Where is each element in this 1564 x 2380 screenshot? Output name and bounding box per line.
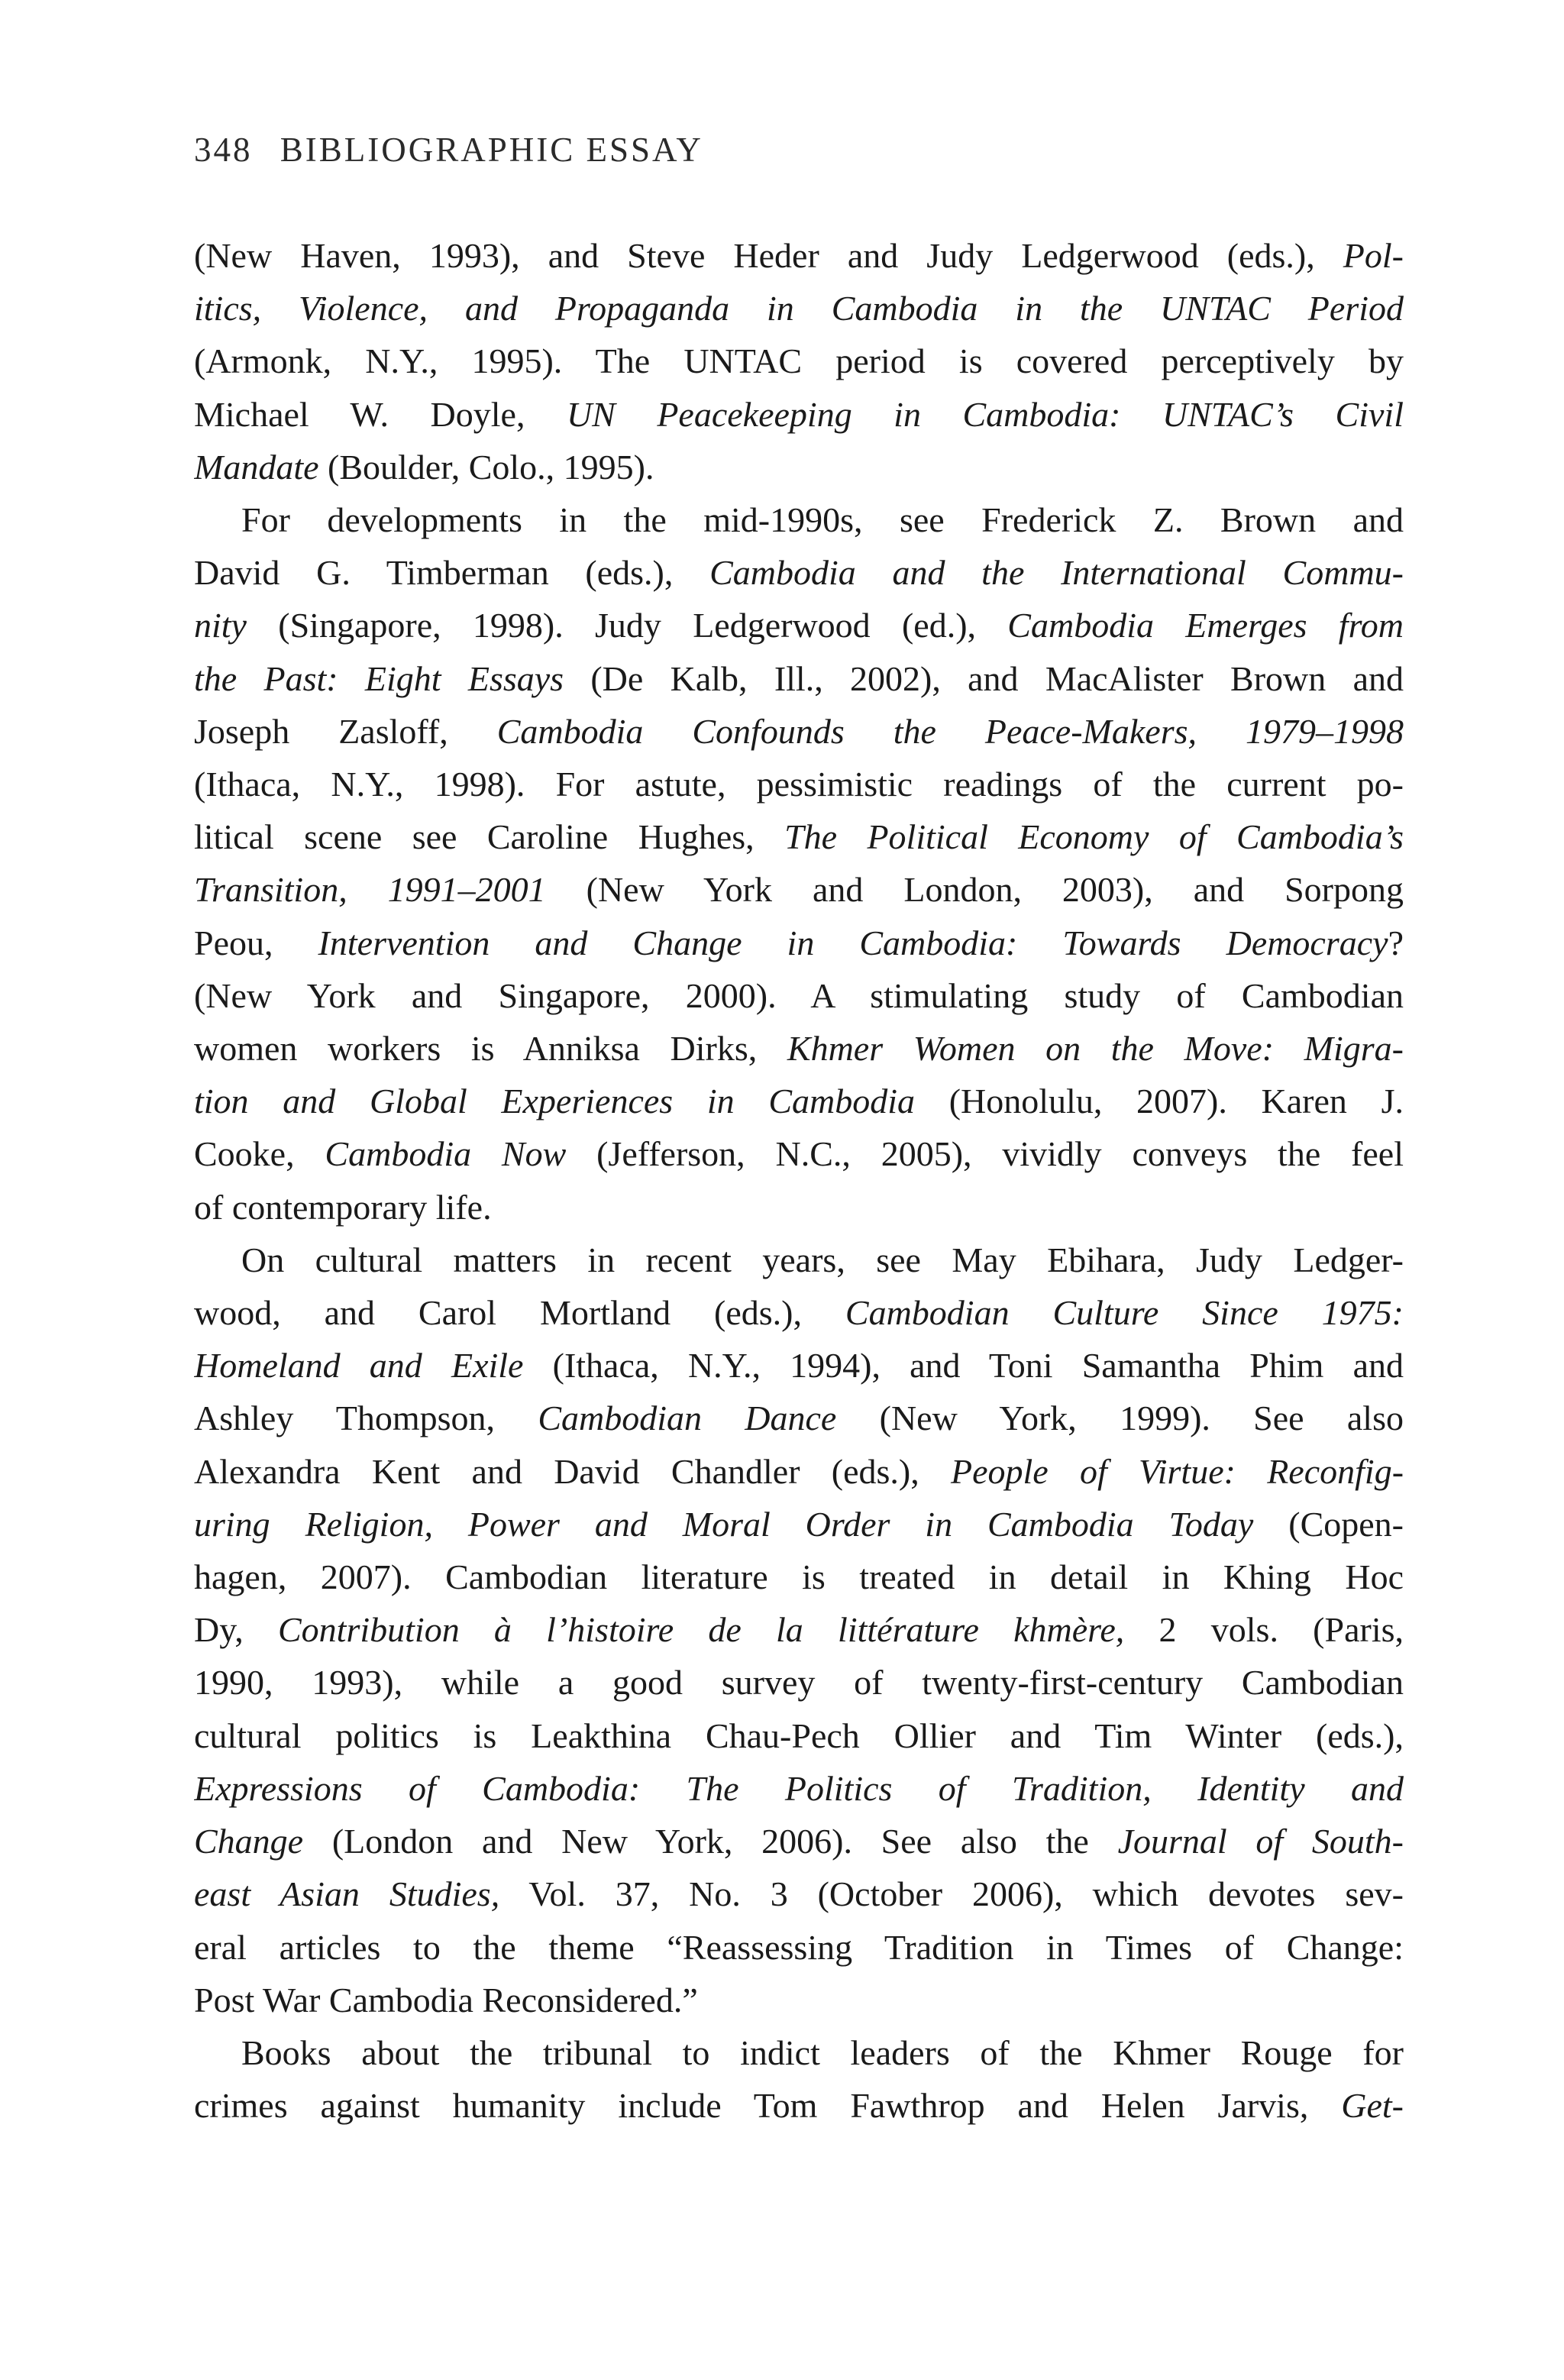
paragraph <box>194 229 1404 493</box>
italic-title: Cambodia and the International Commu- <box>709 553 1404 593</box>
text-run: crimes against humanity include Tom Fawthrop and Helen Jarvis, <box>194 2086 1342 2126</box>
paragraph <box>194 2026 1404 2132</box>
text-line <box>194 652 1404 705</box>
text-line <box>194 546 1404 599</box>
text-line <box>194 863 1404 916</box>
italic-title: Mandate <box>194 447 319 487</box>
italic-title: Expressions of Cambodia: The Politics of Tradition, Identity and <box>194 1768 1404 1808</box>
text-run: Books about the tribunal to indict leaders of the Khmer Rouge for <box>241 2032 1404 2072</box>
text-run: (Copen- <box>1253 1504 1404 1544</box>
text-line <box>194 335 1404 387</box>
body-text <box>194 229 1404 2132</box>
text-run: Joseph Zasloff, <box>194 711 497 751</box>
italic-title: nity <box>194 606 247 645</box>
text-line <box>194 1445 1404 1498</box>
text-run: David G. Timberman (eds.), <box>194 553 710 593</box>
text-run: (De Kalb, Ill., 2002), and MacAlister Brown and <box>564 658 1404 698</box>
page-number: 348 <box>194 131 253 169</box>
text-line <box>194 388 1404 441</box>
text-line <box>194 1867 1404 1920</box>
italic-title: Intervention and Change in Cambodia: Towards Democracy <box>318 923 1388 962</box>
text-line <box>194 758 1404 810</box>
running-head-title: BIBLIOGRAPHIC ESSAY <box>280 131 703 169</box>
text-run: Alexandra Kent and David Chandler (eds.), <box>194 1451 952 1491</box>
text-line <box>194 705 1404 758</box>
text-line <box>194 1551 1404 1603</box>
text-line <box>194 599 1404 652</box>
text-line <box>194 441 1404 493</box>
italic-title: Cambodian Dance <box>538 1399 837 1438</box>
text-run: (New Haven, 1993), and Steve Heder and Judy Ledgerwood (eds.), <box>194 236 1343 275</box>
text-run: (Boulder, Colo., 1995). <box>318 447 654 487</box>
text-line <box>194 1656 1404 1709</box>
text-run: (Ithaca, N.Y., 1994), and Toni Samantha Phim and <box>523 1346 1404 1386</box>
text-line <box>194 1339 1404 1392</box>
text-run: Post War Cambodia Reconsidered.” <box>194 1980 698 2019</box>
text-line <box>194 1075 1404 1127</box>
text-line <box>194 493 1404 546</box>
text-line <box>194 1181 1404 1234</box>
text-line <box>194 1286 1404 1339</box>
italic-title: Transition, 1991–2001 <box>194 870 546 910</box>
text-run: 1990, 1993), while a good survey of twenty-first-century Cambodian <box>194 1663 1404 1703</box>
italic-title: Khmer Women on the Move: Migra- <box>787 1029 1404 1069</box>
italic-title: tion and Global Experiences in Cambodia <box>194 1082 916 1121</box>
text-line <box>194 1762 1404 1815</box>
italic-title: Get- <box>1341 2086 1404 2126</box>
text-run: 2 vols. (Paris, <box>1124 1610 1404 1650</box>
text-line <box>194 1974 1404 2026</box>
text-run: (Singapore, 1998). Judy Ledgerwood (ed.), <box>246 606 1008 645</box>
text-run: wood, and Carol Mortland (eds.), <box>194 1293 845 1333</box>
text-line <box>194 810 1404 863</box>
text-run: Dy, <box>194 1610 278 1650</box>
italic-title: Homeland and Exile <box>194 1346 524 1386</box>
text-line <box>194 969 1404 1022</box>
text-run: (London and New York, 2006). See also the <box>303 1822 1118 1861</box>
italic-title: Journal of South- <box>1117 1822 1404 1861</box>
italic-title: Pol- <box>1343 236 1404 275</box>
text-run: Peou, <box>194 923 318 962</box>
text-run: (Honolulu, 2007). Karen J. <box>915 1082 1404 1121</box>
text-line <box>194 1022 1404 1075</box>
text-run: Michael W. Doyle, <box>194 394 567 434</box>
italic-title: People of Virtue: Reconfig- <box>951 1451 1404 1491</box>
text-line <box>194 1392 1404 1444</box>
italic-title: The Political Economy of Cambodia’s <box>784 817 1404 857</box>
text-run: (New York and Singapore, 2000). A stimulating study of Cambodian <box>194 975 1404 1015</box>
italic-title: east Asian Studies, <box>194 1874 500 1914</box>
text-line <box>194 1603 1404 1656</box>
text-run: On cultural matters in recent years, see May Ebihara, Judy Ledger- <box>241 1240 1404 1279</box>
text-run: For developments in the mid-1990s, see Frederick Z. Brown and <box>241 500 1404 540</box>
italic-title: the Past: Eight Essays <box>194 658 564 698</box>
text-line <box>194 1921 1404 1974</box>
text-line <box>194 917 1404 969</box>
text-run: litical scene see Caroline Hughes, <box>194 817 785 857</box>
text-line <box>194 229 1404 282</box>
text-line <box>194 2079 1404 2132</box>
text-run: Ashley Thompson, <box>194 1399 538 1438</box>
text-line <box>194 1234 1404 1286</box>
text-run: (New York and London, 2003), and Sorpong <box>545 870 1404 910</box>
text-run: of contemporary life. <box>194 1187 492 1227</box>
text-run: (Jefferson, N.C., 2005), vividly conveys the feel <box>566 1134 1404 1174</box>
running-head <box>194 128 703 171</box>
text-run: hagen, 2007). Cambodian literature is treated in detail in Khing Hoc <box>194 1557 1404 1597</box>
text-run: eral articles to the theme “Reassessing Tradition in Times of Change: <box>194 1927 1404 1967</box>
text-line <box>194 1127 1404 1180</box>
text-run: (Armonk, N.Y., 1995). The UNTAC period is covered perceptively by <box>194 341 1404 381</box>
text-run: women workers is Anniksa Dirks, <box>194 1029 787 1069</box>
text-run: (Ithaca, N.Y., 1998). For astute, pessimistic readings of the current po- <box>194 765 1404 804</box>
italic-title: Change <box>194 1822 304 1861</box>
italic-title: Cambodia Emerges from <box>1007 606 1404 645</box>
paragraph <box>194 1234 1404 2026</box>
text-line <box>194 1815 1404 1867</box>
text-run: Vol. 37, No. 3 (October 2006), which devotes sev- <box>499 1874 1404 1914</box>
text-line <box>194 1498 1404 1551</box>
italic-title: Cambodia Now <box>325 1134 567 1174</box>
italic-title: itics, Violence, and Propaganda in Cambodia in the UNTAC Period <box>194 289 1404 328</box>
italic-title: Cambodia Confounds the Peace-Makers, 1979–1998 <box>496 711 1404 751</box>
text-line <box>194 2026 1404 2079</box>
paragraph <box>194 493 1404 1234</box>
italic-title: Contribution à l’histoire de la littérature khmère, <box>277 1610 1125 1650</box>
text-line <box>194 1709 1404 1762</box>
text-line <box>194 282 1404 335</box>
text-run: Cooke, <box>194 1134 325 1174</box>
italic-title: uring Religion, Power and Moral Order in Cambodia Today <box>194 1504 1254 1544</box>
text-run: (New York, 1999). See also <box>836 1399 1404 1438</box>
text-run: cultural politics is Leakthina Chau-Pech Ollier and Tim Winter (eds.), <box>194 1715 1404 1755</box>
italic-title: Cambodian Culture Since 1975: <box>845 1293 1404 1333</box>
text-run: ? <box>1388 923 1404 962</box>
italic-title: UN Peacekeeping in Cambodia: UNTAC’s Civil <box>566 394 1404 434</box>
